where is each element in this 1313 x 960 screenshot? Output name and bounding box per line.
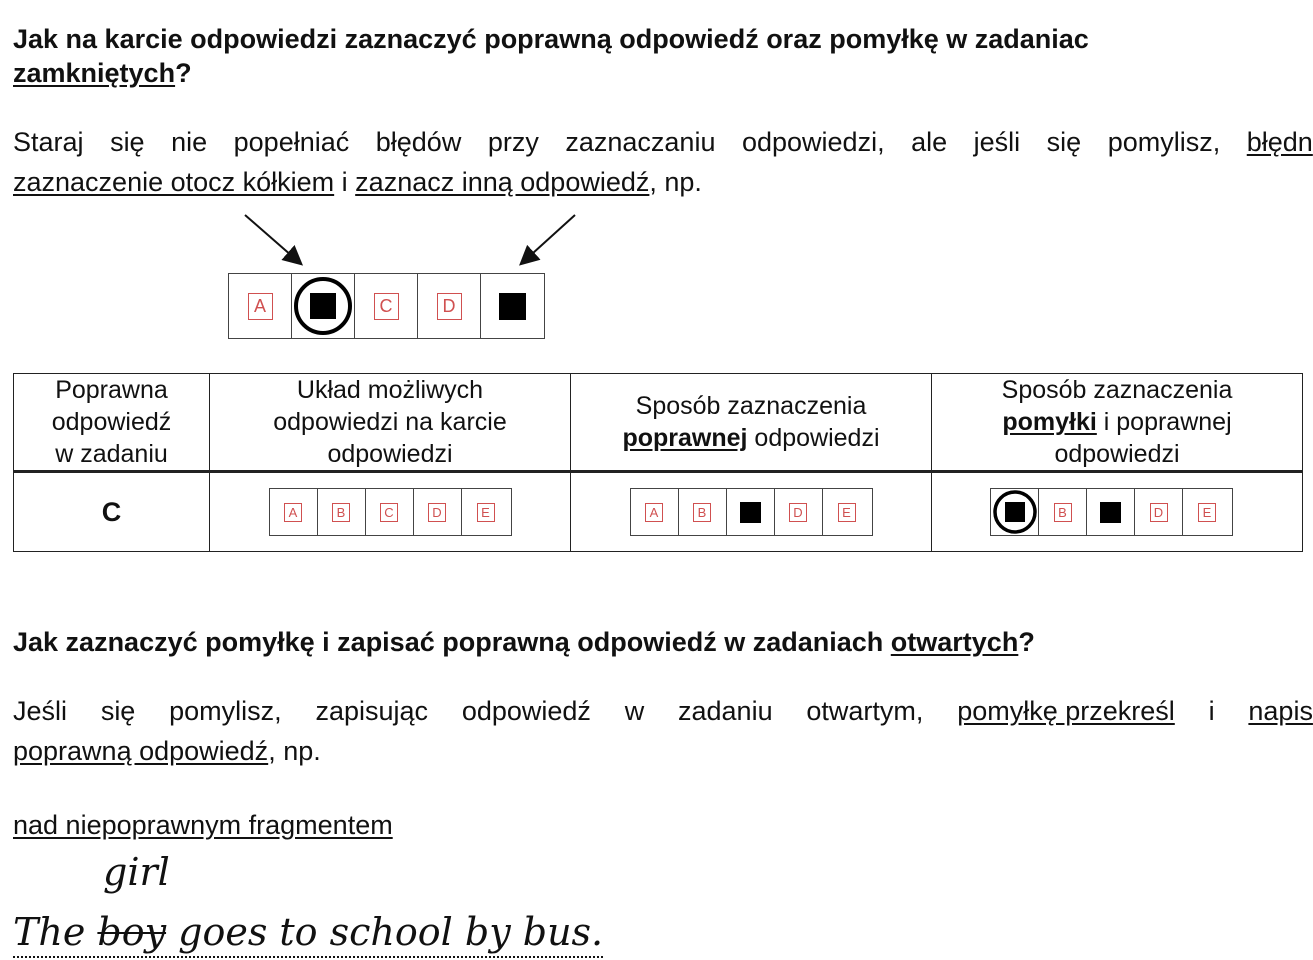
option-cell xyxy=(1039,489,1087,535)
closed-title xyxy=(13,22,1089,56)
option-cell xyxy=(414,489,462,535)
arrow-left xyxy=(245,215,300,263)
header-bold: poprawnej xyxy=(622,424,748,452)
header-line: Sposób zaznaczenia xyxy=(635,392,867,420)
sentence-before: The xyxy=(13,910,98,954)
option-cell xyxy=(462,489,510,535)
header-line: odpowiedzi xyxy=(1054,440,1180,468)
example-option-e-marked xyxy=(481,274,544,338)
intro-conjunction: i xyxy=(334,167,356,197)
intro-word: pomylisz, xyxy=(169,696,282,726)
option-cell-marked xyxy=(727,489,775,535)
option-label: E xyxy=(477,503,495,522)
intro-underlined-strike: pomyłkę przekreśl xyxy=(957,696,1175,726)
layout-strip xyxy=(269,488,512,536)
header-line: odpowiedź xyxy=(51,408,172,436)
open-title xyxy=(13,625,1035,659)
header-line xyxy=(932,406,1302,438)
header-line: w zadaniu xyxy=(55,440,168,468)
example-label xyxy=(13,805,393,845)
header-line: Układ możliwych xyxy=(296,376,484,404)
header-mistake-marking xyxy=(932,374,1303,472)
example-option-a xyxy=(229,274,292,338)
correct-marking-strip xyxy=(630,488,873,536)
option-label: A xyxy=(645,503,663,522)
option-cell xyxy=(775,489,823,535)
option-cell-marked xyxy=(1087,489,1135,535)
intro-underlined-answer: poprawną odpowiedź xyxy=(13,736,269,766)
intro-word: i xyxy=(1208,696,1215,726)
closed-title-line2 xyxy=(13,56,192,90)
intro-word: odpowiedzi, xyxy=(741,127,885,157)
option-cell xyxy=(1183,489,1231,535)
intro-np: , np. xyxy=(268,736,321,766)
option-label: D xyxy=(789,503,807,522)
open-intro-line1 xyxy=(13,691,1313,731)
circle-mark-icon xyxy=(293,276,353,336)
intro-underlined-word: błędn xyxy=(1246,127,1313,157)
intro-underlined-mark: zaznacz inną odpowiedź xyxy=(355,167,650,197)
option-label: B xyxy=(332,503,350,522)
example-answer-strip xyxy=(228,273,545,339)
handwritten-correction xyxy=(103,848,170,896)
intro-word: pomylisz, xyxy=(1107,127,1221,157)
arrow-right xyxy=(522,215,575,263)
intro-word: zadaniu xyxy=(678,696,773,726)
intro-word: błędów xyxy=(375,127,462,157)
example-option-c xyxy=(355,274,418,338)
option-label: C xyxy=(380,503,398,522)
correct-answer: C xyxy=(101,496,122,527)
option-label: B xyxy=(1054,503,1072,522)
header-line: odpowiedzi na karcie xyxy=(273,408,507,436)
correct-marking-cell xyxy=(571,472,932,552)
closed-intro-line1 xyxy=(13,122,1313,162)
header-line xyxy=(571,422,931,454)
filled-square-icon xyxy=(499,293,526,320)
intro-word: Jeśli xyxy=(13,696,68,726)
marking-table xyxy=(13,373,1303,552)
correct-answer-cell xyxy=(14,472,210,552)
option-cell xyxy=(366,489,414,535)
correction-word: girl xyxy=(103,850,170,894)
intro-word: odpowiedź xyxy=(461,696,591,726)
intro-word: popełniać xyxy=(233,127,350,157)
circle-mark-icon xyxy=(992,489,1038,535)
handwritten-sentence xyxy=(13,908,603,958)
filled-square-icon xyxy=(1100,502,1121,523)
header-correct-marking xyxy=(571,374,932,472)
intro-word: zaznaczaniu xyxy=(565,127,716,157)
layout-cell xyxy=(210,472,571,552)
option-cell xyxy=(679,489,727,535)
option-label: B xyxy=(693,503,711,522)
intro-word: się xyxy=(1046,127,1082,157)
intro-word: w xyxy=(624,696,645,726)
intro-word: przy xyxy=(487,127,539,157)
closed-intro-line2 xyxy=(13,162,702,202)
example-arrows xyxy=(230,205,590,275)
intro-word: nie xyxy=(171,127,208,157)
intro-word: się xyxy=(110,127,145,157)
option-label: A xyxy=(248,293,273,320)
intro-np: , np. xyxy=(649,167,702,197)
example-option-d xyxy=(418,274,481,338)
intro-word: Staraj xyxy=(13,127,84,157)
option-label: C xyxy=(374,293,399,320)
open-intro-line2 xyxy=(13,731,321,771)
intro-word: ale xyxy=(911,127,948,157)
question-mark: ? xyxy=(1018,627,1035,657)
header-text: odpowiedzi xyxy=(747,424,880,452)
example-option-b-mistake xyxy=(292,274,355,338)
open-title-pre: Jak zaznaczyć pomyłkę i zapisać poprawną odpowiedź w zadaniach xyxy=(13,627,891,657)
option-label: E xyxy=(1198,503,1216,522)
header-text: i poprawnej xyxy=(1096,408,1232,436)
sentence-after: goes to school by bus. xyxy=(166,910,604,954)
header-line: Sposób zaznaczenia xyxy=(1001,376,1233,404)
table-row xyxy=(14,472,1303,552)
example-label-text: nad niepoprawnym fragmentem xyxy=(13,810,393,840)
open-title-underlined: otwartych xyxy=(890,627,1019,657)
intro-word: otwartym, xyxy=(806,696,924,726)
mistake-marking-cell xyxy=(932,472,1303,552)
option-label: E xyxy=(838,503,856,522)
header-options-layout xyxy=(210,374,571,472)
option-label: D xyxy=(1150,503,1168,522)
question-mark: ? xyxy=(175,58,192,88)
header-correct-answer xyxy=(14,374,210,472)
intro-word: zapisując xyxy=(315,696,429,726)
mistake-marking-strip xyxy=(990,488,1233,536)
intro-word: się xyxy=(100,696,136,726)
table-header-row xyxy=(14,374,1303,472)
intro-word: jeśli xyxy=(973,127,1021,157)
option-cell-circled xyxy=(991,489,1039,535)
header-bold: pomyłki xyxy=(1002,408,1097,436)
header-line: Poprawna xyxy=(55,376,168,404)
closed-title-underlined: zamkniętych xyxy=(13,58,176,88)
struck-word: boy xyxy=(97,910,167,954)
intro-underlined-circle: zaznaczenie otocz kółkiem xyxy=(13,167,335,197)
option-cell xyxy=(1135,489,1183,535)
closed-title-pre: Jak na karcie odpowiedzi zaznaczyć poprawną odpowiedź oraz pomyłkę w zadaniac xyxy=(13,24,1089,54)
option-label: A xyxy=(284,503,302,522)
option-cell xyxy=(631,489,679,535)
option-cell xyxy=(270,489,318,535)
option-cell xyxy=(823,489,871,535)
option-cell xyxy=(318,489,366,535)
option-label: D xyxy=(428,503,446,522)
intro-underlined-write: napis xyxy=(1248,696,1313,726)
header-line: odpowiedzi xyxy=(327,440,453,468)
option-label: D xyxy=(437,293,462,320)
filled-square-icon xyxy=(740,502,761,523)
